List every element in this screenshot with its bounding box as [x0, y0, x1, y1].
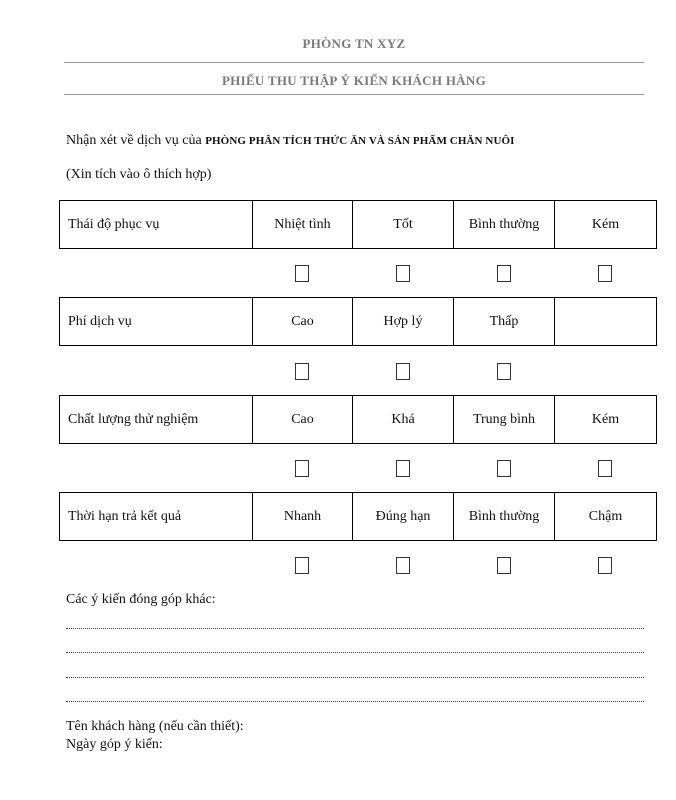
comment-line[interactable] — [66, 628, 644, 629]
rating-row-fee — [59, 297, 657, 346]
checkbox-turnaround-1[interactable] — [295, 557, 309, 574]
option-label-empty — [555, 298, 657, 346]
checkbox-fee-1[interactable] — [295, 363, 309, 380]
option-label: Kém — [555, 201, 657, 249]
header-divider-top — [64, 62, 644, 63]
row-label: Thái độ phục vụ — [60, 201, 253, 249]
option-label: Bình thường — [454, 201, 555, 249]
instruction: (Xin tích vào ô thích hợp) — [66, 167, 212, 182]
checkbox-quality-3[interactable] — [497, 460, 511, 477]
checkbox-fee-3[interactable] — [497, 363, 511, 380]
option-label: Hợp lý — [353, 298, 454, 346]
intro-line — [66, 133, 515, 149]
intro-prefix: Nhận xét về dịch vụ của — [66, 133, 206, 148]
form-title: PHIẾU THU THẬP Ý KIẾN KHÁCH HÀNG — [221, 73, 487, 88]
option-label: Thấp — [454, 298, 555, 346]
comment-line[interactable] — [66, 677, 644, 678]
option-label: Khá — [353, 396, 454, 444]
option-label: Tốt — [353, 201, 454, 249]
option-label: Cao — [253, 298, 353, 346]
rating-row-turnaround — [59, 492, 657, 541]
checkbox-attitude-2[interactable] — [396, 265, 410, 282]
checkbox-attitude-3[interactable] — [497, 265, 511, 282]
checkbox-turnaround-3[interactable] — [497, 557, 511, 574]
checkbox-attitude-1[interactable] — [295, 265, 309, 282]
row-label: Thời hạn trả kết quả — [60, 493, 253, 541]
rating-row-quality — [59, 395, 657, 444]
option-label: Bình thường — [454, 493, 555, 541]
checkbox-turnaround-4[interactable] — [598, 557, 612, 574]
lab-name: PHÒNG TN XYZ — [302, 36, 406, 51]
option-label: Đúng hạn — [353, 493, 454, 541]
row-label: Phí dịch vụ — [60, 298, 253, 346]
option-label: Nhanh — [253, 493, 353, 541]
option-label: Cao — [253, 396, 353, 444]
comments-label: Các ý kiến đóng góp khác: — [66, 592, 216, 607]
checkbox-quality-2[interactable] — [396, 460, 410, 477]
rating-row-attitude — [59, 200, 657, 249]
feedback-date-label: Ngày góp ý kiến: — [66, 737, 163, 752]
row-label: Chất lượng thử nghiệm — [60, 396, 253, 444]
checkbox-quality-1[interactable] — [295, 460, 309, 477]
customer-name-label: Tên khách hàng (nếu cần thiết): — [66, 719, 244, 734]
option-label: Trung bình — [454, 396, 555, 444]
header-divider-bottom — [64, 94, 644, 95]
department-name: PHÒNG PHÂN TÍCH THỨC ĂN VÀ SẢN PHẨM CHĂN NUÔI — [205, 135, 515, 147]
option-label: Nhiệt tình — [253, 201, 353, 249]
option-label: Chậm — [555, 493, 657, 541]
checkbox-fee-2[interactable] — [396, 363, 410, 380]
option-label: Kém — [555, 396, 657, 444]
checkbox-attitude-4[interactable] — [598, 265, 612, 282]
checkbox-quality-4[interactable] — [598, 460, 612, 477]
checkbox-turnaround-2[interactable] — [396, 557, 410, 574]
comment-line[interactable] — [66, 701, 644, 702]
comment-line[interactable] — [66, 652, 644, 653]
